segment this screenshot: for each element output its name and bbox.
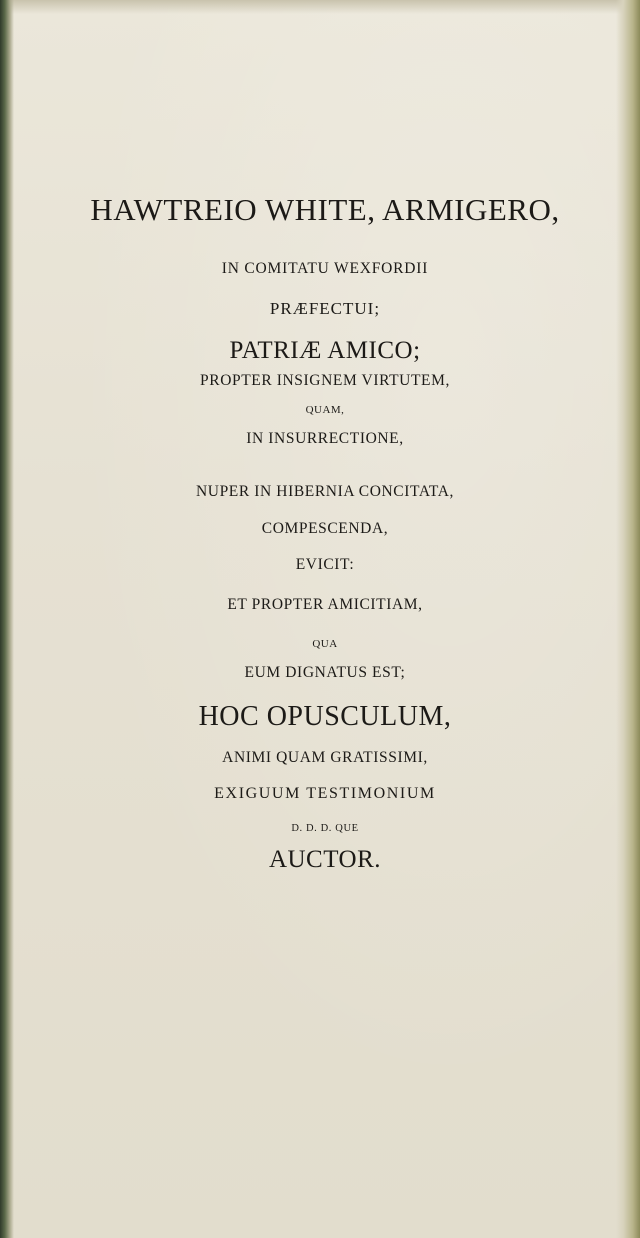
author-signature: AUCTOR. [268,846,382,873]
page-right-edge [616,0,640,1238]
dedication-line: EVICIT: [295,556,355,573]
dedication-line: PATRIÆ AMICO; [229,337,421,364]
page-top-edge [0,0,640,14]
binding-edge [0,0,14,1238]
dedication-line: QUA [312,638,338,650]
dedication-line: QUAM, [305,404,345,416]
dedication-formula: D. D. D. QUE [291,823,359,834]
dedicatee-name: HAWTREIO WHITE, ARMIGERO, [90,192,560,227]
dedication-line: IN INSURRECTIONE, [246,430,404,447]
dedication-line: IN COMITATU WEXFORDII [221,260,429,277]
dedication-line: EXIGUUM TESTIMONIUM [214,785,436,802]
dedication-line: COMPESCENDA, [261,520,389,537]
dedication-line: PRÆFECTUI; [269,299,381,318]
dedication-line: ET PROPTER AMICITIAM, [227,596,423,613]
work-title: HOC OPUSCULUM, [198,701,452,732]
dedication-line: NUPER IN HIBERNIA CONCITATA, [195,483,454,500]
dedication-line: ANIMI QUAM GRATISSIMI, [222,749,428,766]
dedication-line: PROPTER INSIGNEM VIRTUTEM, [200,372,450,389]
dedication-line: EUM DIGNATUS EST; [244,664,406,681]
